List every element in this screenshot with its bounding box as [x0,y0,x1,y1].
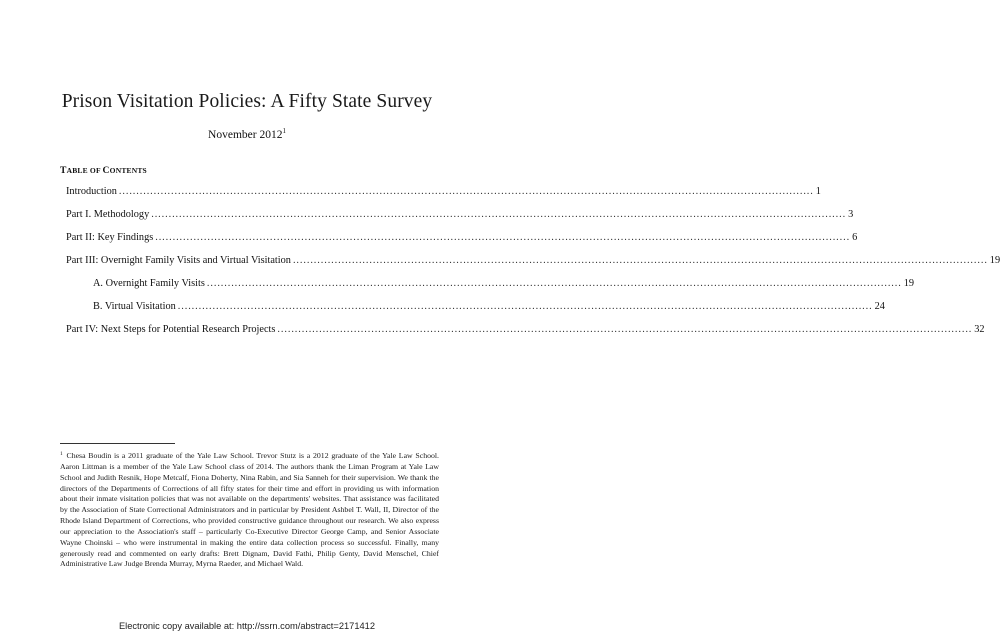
toc-heading-part2-smallcaps: ONTENTS [109,166,147,175]
toc-dot-leader: ........................................................................................................................................................................................................ [292,255,988,266]
toc-entry-page-number: 1 [815,186,821,197]
toc-entry-page-number: 19 [903,278,915,289]
footnote-text: Chesa Boudin is a 2011 graduate of the Yale Law School. Trevor Stutz is a 2012 graduate of the Yale Law School. Aaron Littman is a member of the Yale Law School class of 2014. The authors thank the Liman Program at Yale Law School and Judith Resnik, Hope Metcalf, Fiona Doherty, Nina Rabin, and Sia Sanneh for their supervision. We thank the directors of the Departments of Corrections of all fifty states for their time and effort in providing us with information about their inmate visitation policies that was not available on the departments' websites. That assistance was facilitated by the Association of State Correctional Administrators and in particular by President Ashbel T. Wall, II, Director of the Rhode Island Department of Corrections, who provided constructive guidance throughout our research. We also express our appreciation to the Association's staff – particularly Co-Executive Director George Camp, and Senior Associate Wayne Choinski – who were instrumental in making the entire data collection process so successful. Finally, many generously read and commented on early drafts: Brett Dignam, David Fathi, Philip Genty, David Menschel, Chief Administrative Law Judge Brenda Murray, Myrna Raeder, and Michael Wald. [60,451,440,569]
toc-dot-leader: ........................................................................................................................................................................................................ [177,301,873,312]
toc-entry-page-number: 32 [974,324,985,335]
document-title: Prison Visitation Policies: A Fifty State Survey [61,91,433,112]
toc-entry-label: A. Overnight Family Visits [93,278,205,289]
toc-entry-label: B. Virtual Visitation [93,301,176,312]
toc-heading-part1-initial: T [60,165,67,176]
toc-entry-label: Part IV: Next Steps for Potential Research Projects [66,324,276,335]
toc-entry-label: Part II: Key Findings [66,232,154,243]
toc-entry[interactable] [66,324,985,335]
toc-entry-page-number: 24 [874,301,885,312]
toc-entry[interactable] [66,232,858,243]
toc-entry-page-number: 3 [848,209,854,220]
toc-entry-label: Part I. Methodology [66,209,150,220]
toc-dot-leader: ........................................................................................................................................................................................................ [118,186,814,197]
toc-dot-leader: ........................................................................................................................................................................................................ [151,209,847,220]
toc-entry[interactable] [93,301,885,312]
footnote [60,449,439,570]
toc-entry[interactable] [66,255,1000,266]
toc-entry-label: Part III: Overnight Family Visits and Virtual Visitation [66,255,291,266]
document-date-line [0,127,494,141]
toc-entry[interactable] [66,186,821,197]
toc-entry-page-number: 6 [852,232,858,243]
footnote-marker: 1 [60,451,63,457]
footnote-marker-link[interactable]: 1 [282,127,286,135]
toc-entry-label: Introduction [66,186,117,197]
footnote-separator [60,443,175,444]
toc-entry-page-number: 19 [989,255,1000,266]
toc-dot-leader: ........................................................................................................................................................................................................ [206,278,902,289]
toc-dot-leader: ........................................................................................................................................................................................................ [155,232,851,243]
document-date: November 2012 [208,129,283,141]
ssrn-notice[interactable]: Electronic copy available at: http://ssrn.com/abstract=2171412 [118,621,376,631]
toc-heading-part2-initial: C [102,165,110,176]
toc-entry[interactable] [93,278,915,289]
table-of-contents-heading [60,165,147,176]
toc-entry[interactable] [66,209,854,220]
toc-heading-part1-smallcaps: ABLE OF [66,166,103,175]
toc-dot-leader: ........................................................................................................................................................................................................ [277,324,973,335]
